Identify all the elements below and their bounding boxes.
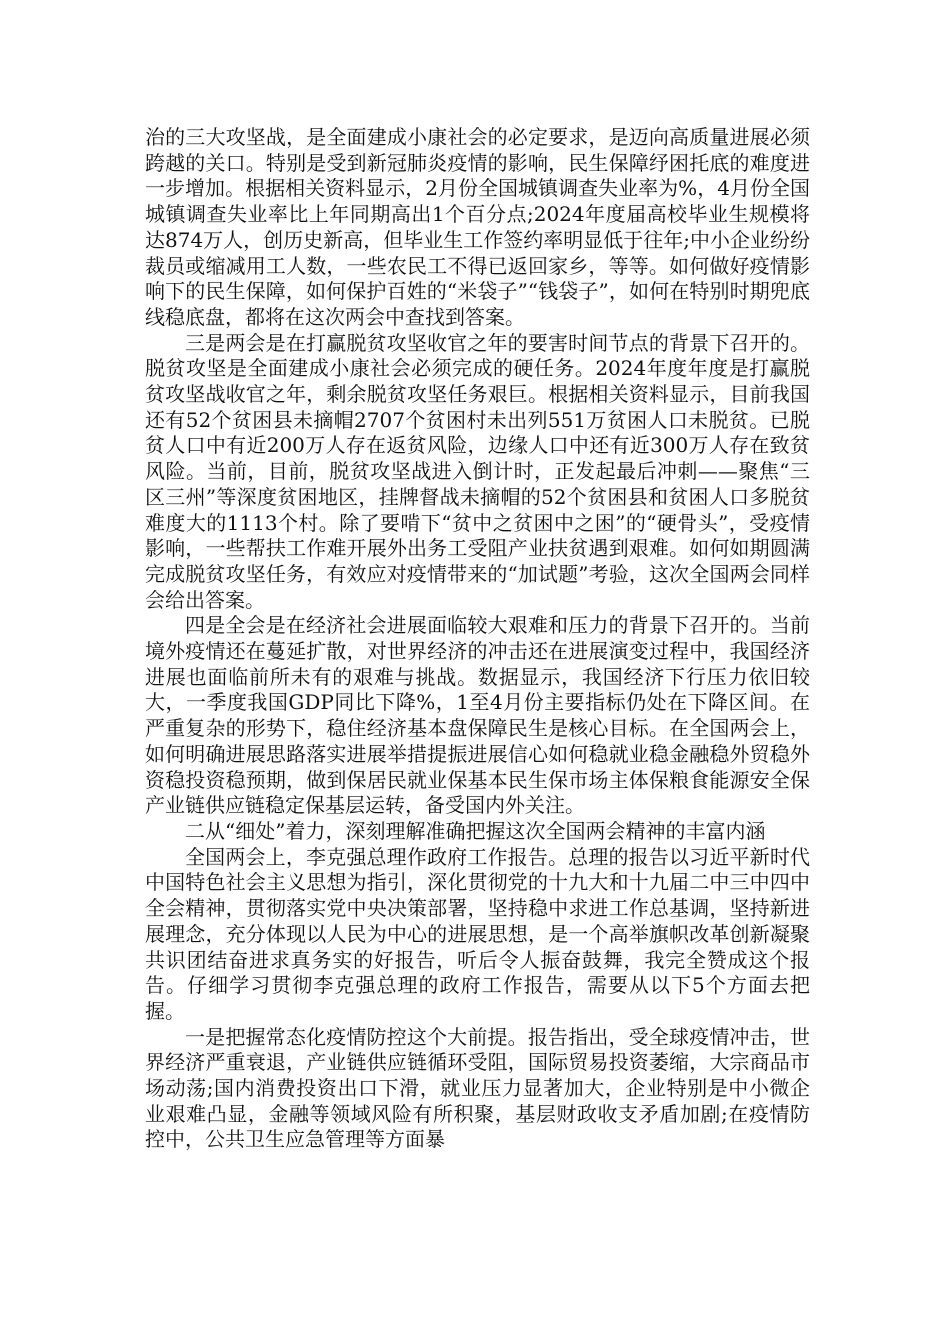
paragraph-4: 全国两会上，李克强总理作政府工作报告。总理的报告以习近平新时代中国特色社会主义思想为指引，深化贯彻党的十九大和十九届二中三中四中全会精神，贯彻落实党中央决策部署，坚持稳中求进工作总基调，坚持新进展理念，充分体现以人民为中心的进展思想，是一个高举旗帜改革创新凝聚共识团结奋进求真务实的好报告，听后令人振奋鼓舞，我完全赞成这个报告。仔细学习贯彻李克强总理的政府工作报告，需要从以下5个方面去把握。: [145, 844, 810, 1023]
section-heading: 二从“细处”着力，深刻理解准确把握这次全国两会精神的丰富内涵: [185, 818, 766, 843]
paragraph-3: 四是全会是在经济社会进展面临较大艰难和压力的背景下召开的。当前境外疫情还在蔓延扩散，对世界经济的冲击还在进展演变过程中，我国经济进展也面临前所未有的艰难与挑战。数据显示，我国经济下行压力依旧较大，一季度我国GDP同比下降%，1至4月份主要指标仍处在下降区间。在严重复杂的形势下，稳住经济基本盘保障民生是核心目标。在全国两会上，如何明确进展思路落实进展举措提振进展信心如何稳就业稳金融稳外贸稳外资稳投资稳预期，做到保居民就业保基本民生保市场主体保粮食能源安全保产业链供应链稳定保基层运转，备受国内外关注。: [145, 613, 810, 818]
paragraph-5: 一是把握常态化疫情防控这个大前提。报告指出，受全球疫情冲击，世界经济严重衰退，产业链供应链循环受阻，国际贸易投资萎缩，大宗商品市场动荡;国内消费投资出口下滑，就业压力显著加大，企业特别是中小微企业艰难凸显，金融等领域风险有所积聚，基层财政收支矛盾加剧;在疫情防控中，公共卫生应急管理等方面暴: [145, 1024, 810, 1152]
paragraph-2: 三是两会是在打赢脱贫攻坚收官之年的要害时间节点的背景下召开的。脱贫攻坚是全面建成小康社会必须完成的硬任务。2024年度年度是打赢脱贫攻坚战收官之年，剩余脱贫攻坚任务艰巨。根据相关资料显示，目前我国还有52个贫困县未摘帽2707个贫困村未出列551万贫困人口未脱贫。已脱贫人口中有近200万人存在返贫风险，边缘人口中还有近300万人存在致贫风险。当前，目前，脱贫攻坚战进入倒计时，正发起最后冲刺——聚焦“三区三州”等深度贫困地区，挂牌督战未摘帽的52个贫困县和贫困人口多脱贫难度大的1113个村。除了要啃下“贫中之贫困中之困”的“硬骨头”，受疫情影响，一些帮扶工作难开展外出务工受阻产业扶贫遇到艰难。如何如期圆满完成脱贫攻坚任务，有效应对疫情带来的“加试题”考验，这次全国两会同样会给出答案。: [145, 330, 810, 612]
paragraph-1: 治的三大攻坚战，是全面建成小康社会的必定要求，是迈向高质量进展必须跨越的关口。特别是受到新冠肺炎疫情的影响，民生保障纾困托底的难度进一步增加。根据相关资料显示，2月份全国城镇调查失业率为%，4月份全国城镇调查失业率比上年同期高出1个百分点;2024年度届高校毕业生规模将达874万人，创历史新高，但毕业生工作签约率明显低于往年;中小企业纷纷裁员或缩减用工人数，一些农民工不得已返回家乡，等等。如何做好疫情影响下的民生保障，如何保护百姓的“米袋子”“钱袋子”，如何在特别时期兜底线稳底盘，都将在这次两会中查找到答案。: [145, 125, 810, 329]
document-body: [145, 125, 810, 1153]
